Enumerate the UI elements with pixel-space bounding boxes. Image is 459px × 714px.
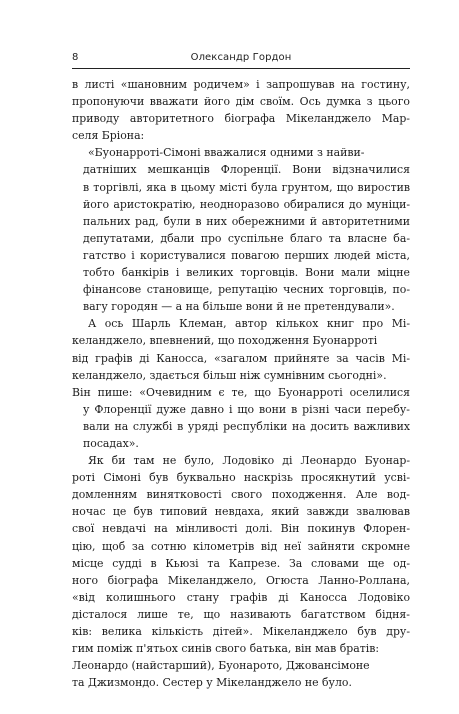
text-line: у Флоренції дуже давно і що вони в різні часи перебу- xyxy=(83,402,410,416)
text-line: домленням винятковості свого походження. Але вод- xyxy=(72,488,410,502)
text-line: дісталося лише те, що називають багатством бідня- xyxy=(72,607,410,621)
text-line: келанджело, здається більш ніж сумнівним сьогодні». xyxy=(72,368,387,382)
text-line: приводу авторитетного біографа Мікеланджело Мар- xyxy=(72,112,410,126)
text-line: вагу городян — а на більше вони й не претендували». xyxy=(83,300,395,314)
running-title: Олександр Гордон xyxy=(190,52,292,63)
text-line: «від колишнього стану графів ді Каносса Лодовіко xyxy=(72,590,410,604)
page-number: 8 xyxy=(72,52,79,63)
text-line: в торгівлі, яка в цьому місті була грунтом, що виростив xyxy=(83,180,410,194)
text-line: роті Сімоні був буквально наскрізь просякнутий усві- xyxy=(72,471,410,485)
text-line: фінансове становище, репутацію чесних торговців, по- xyxy=(83,283,410,297)
text-line: місце судді в Кьюзі та Капрезе. За словами ще од- xyxy=(72,556,410,570)
text-line: в листі «шановним родичем» і запрошував на гостину, xyxy=(72,78,410,91)
text-line: пропонуючи вважати його дім своїм. Ось думка з цього xyxy=(72,95,410,109)
text-line: Він пише: «Очевидним є те, що Буонарроті оселилися xyxy=(72,385,410,399)
text-line: ків: велика кількість дітей». Мікеланджело був дру- xyxy=(72,625,410,638)
text-line: гим поміж п'ятьох синів свого батька, він мав братів: xyxy=(72,642,380,656)
text-line: та Джизмондо. Сестер у Мікеланджело не було. xyxy=(72,676,352,690)
text-line: А ось Шарль Клеман, автор кількох книг про Мі- xyxy=(88,317,410,331)
text-line: пальних рад, були в них обережними й авторитетними xyxy=(83,214,410,228)
text-line: тобто банкірів і великих торговців. Вони мали міцне xyxy=(83,266,410,280)
text-line: ного біографа Мікеланджело, Огюста Ланно-Роллана, xyxy=(72,573,410,587)
text-line: Леонардо (найстарший), Буонарото, Джовансімоне xyxy=(72,659,370,673)
text-line: Як би там не було, Лодовіко ді Леонардо Буонар- xyxy=(88,454,410,468)
text-line: цію, щоб за сотню кілометрів від неї зайняти скромне xyxy=(72,539,410,553)
running-header xyxy=(72,48,410,68)
text-line: свої невдачі на мінливості долі. Він покинув Флорен- xyxy=(72,522,410,536)
text-line: селя Бріона: xyxy=(72,129,145,143)
text-line: ночас це був типовий невдаха, який завжди звалював xyxy=(72,505,410,519)
text-line: келанджело, впевнений, що походження Буонарроті xyxy=(72,334,378,348)
text-line: вали на службі в уряді республіки на досить важливих xyxy=(83,419,410,433)
text-line: посадах». xyxy=(83,436,139,450)
text-line: «Буонарроті-Сімоні вважалися одними з найви- xyxy=(88,146,365,160)
text-line: від графів ді Каносса, «загалом прийняте за часів Мі- xyxy=(72,351,410,365)
text-line: депутатами, дбали про суспільне благо та власне ба- xyxy=(83,231,410,245)
text-line: датніших мешканців Флоренції. Вони відзначилися xyxy=(83,163,410,177)
body-text xyxy=(72,76,410,691)
header-rule xyxy=(72,68,410,69)
text-line: гатство і користувалися повагою перших людей міста, xyxy=(83,248,410,262)
text-line: його аристократію, неодноразово обиралися до муніци- xyxy=(83,197,410,211)
